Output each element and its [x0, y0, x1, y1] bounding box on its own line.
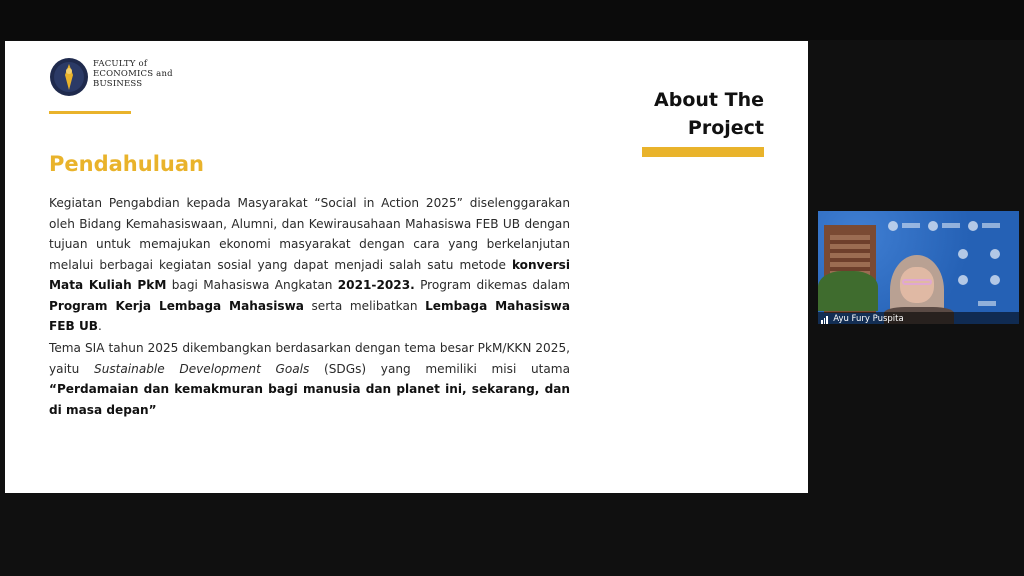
background-logo-icon [958, 249, 968, 259]
participant-video-tile[interactable] [818, 211, 1019, 324]
shared-slide [5, 41, 808, 493]
university-logo-icon [49, 57, 89, 97]
background-logo-text [902, 223, 920, 228]
participant-face [900, 267, 934, 303]
theme-paragraph: Tema SIA tahun 2025 dikembangkan berdasarkan dengan tema besar PkM/KKN 2025, yaitu Sustainable Development Goals (SDGs) yang memiliki misi utama “Perdamaian dan kemakmuran bagi manusia dan planet ini, sekarang, dan di masa depan” [49, 341, 570, 417]
about-underline [642, 147, 764, 157]
logo-underline [49, 111, 131, 114]
faculty-name: FACULTY of ECONOMICS and BUSINESS [93, 59, 173, 89]
background-logo-text [978, 301, 996, 306]
intro-paragraph: Kegiatan Pengabdian kepada Masyarakat “Social in Action 2025” diselenggarakan oleh Bidang Kemahasiswaan, Alumni, dan Kewirausahaan Mahasiswa FEB UB dengan tujuan untuk memajukan ekonomi masyarakat dengan cara yang berkelanjutan melalui berbagai kegiatan sosial yang dapat menjadi salah satu metode konversi Mata Kuliah PkM bagi Mahasiswa Angkatan 2021-2023. Program dikemas dalam Program Kerja Lembaga Mahasiswa serta melibatkan Lembaga Mahasiswa FEB UB. [49, 196, 570, 333]
top-bar [0, 0, 1024, 40]
mic-level-icon [821, 312, 829, 324]
participant-name-bar [818, 312, 1019, 324]
participant-glasses [902, 279, 932, 285]
section-heading: Pendahuluan [49, 152, 204, 176]
background-logo-icon [990, 249, 1000, 259]
background-logo-text [982, 223, 1000, 228]
background-logo-icon [928, 221, 938, 231]
background-logo-text [942, 223, 960, 228]
trees-image [818, 271, 878, 311]
background-logo-icon [990, 275, 1000, 285]
background-logo-icon [958, 275, 968, 285]
background-logo-icon [888, 221, 898, 231]
background-logo-icon [968, 221, 978, 231]
about-title: About The Project [654, 89, 764, 139]
participant-name: Ayu Fury Puspita [833, 313, 904, 324]
